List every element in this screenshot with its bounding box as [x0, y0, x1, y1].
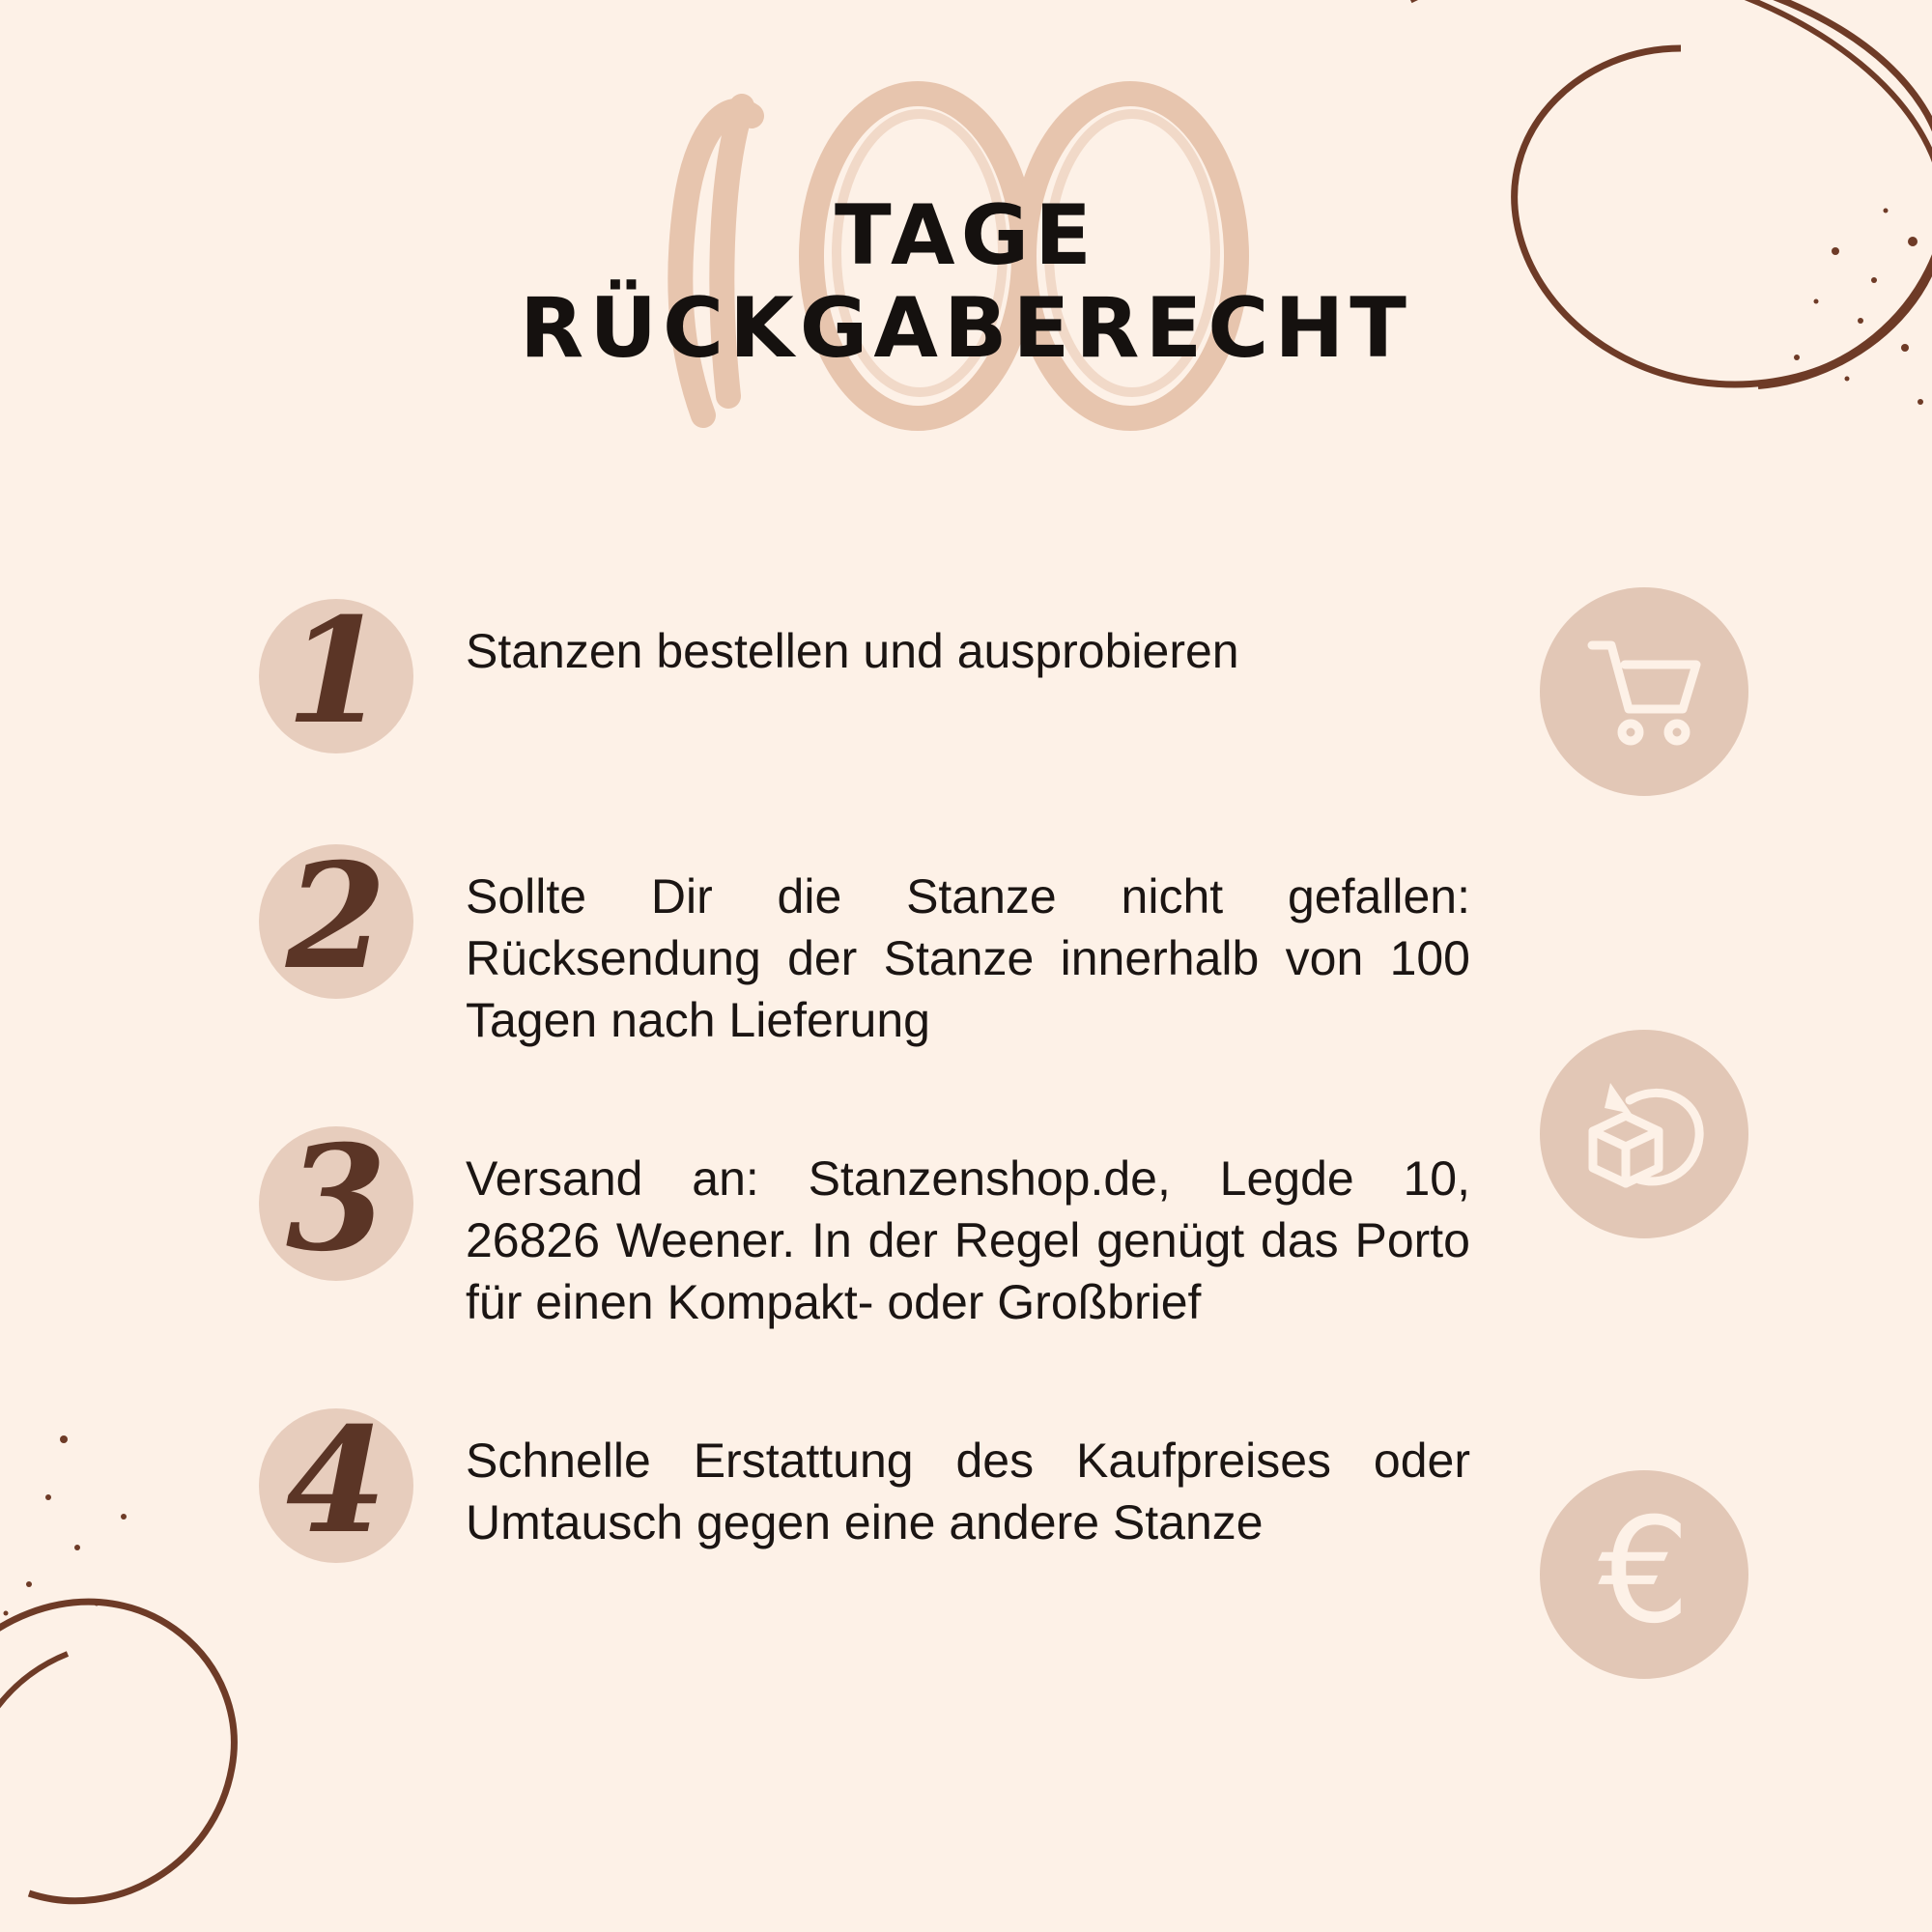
page-title-line-2: RÜCKGABERECHT — [520, 280, 1412, 378]
euro-icon — [1540, 1470, 1748, 1679]
step-text: Schnelle Erstattung des Kaufpreises oder Umtausch gegen eine andere Stanze — [466, 1434, 1470, 1549]
euro-glyph: € — [1598, 1488, 1690, 1656]
step-number-badge — [259, 1396, 413, 1566]
list-item — [0, 832, 1932, 1051]
step-text: Versand an: Stanzenshop.de, Legde 10, 26826 Weener. In der Regel genügt das Porto für einen Kompakt- oder Großbrief — [466, 1151, 1470, 1329]
page-title — [0, 189, 1932, 376]
header — [0, 0, 1932, 541]
step-number-label: 4 — [285, 1396, 387, 1566]
package-return-icon — [1540, 1030, 1748, 1238]
step-number-badge — [259, 832, 413, 1002]
step-text: Stanzen bestellen und ausprobieren — [466, 624, 1239, 678]
step-text: Sollte Dir die Stanze nicht gefallen: Rücksendung der Stanze innerhalb von 100 Tagen nach Lieferung — [466, 869, 1470, 1047]
shopping-cart-icon — [1540, 587, 1748, 796]
step-number-badge — [259, 1114, 413, 1284]
step-number-label: 1 — [285, 586, 387, 756]
step-number-label: 2 — [285, 832, 387, 1002]
step-number-badge — [259, 586, 413, 756]
step-number-label: 3 — [285, 1114, 387, 1284]
page-title-line-1: TAGE — [835, 187, 1097, 284]
